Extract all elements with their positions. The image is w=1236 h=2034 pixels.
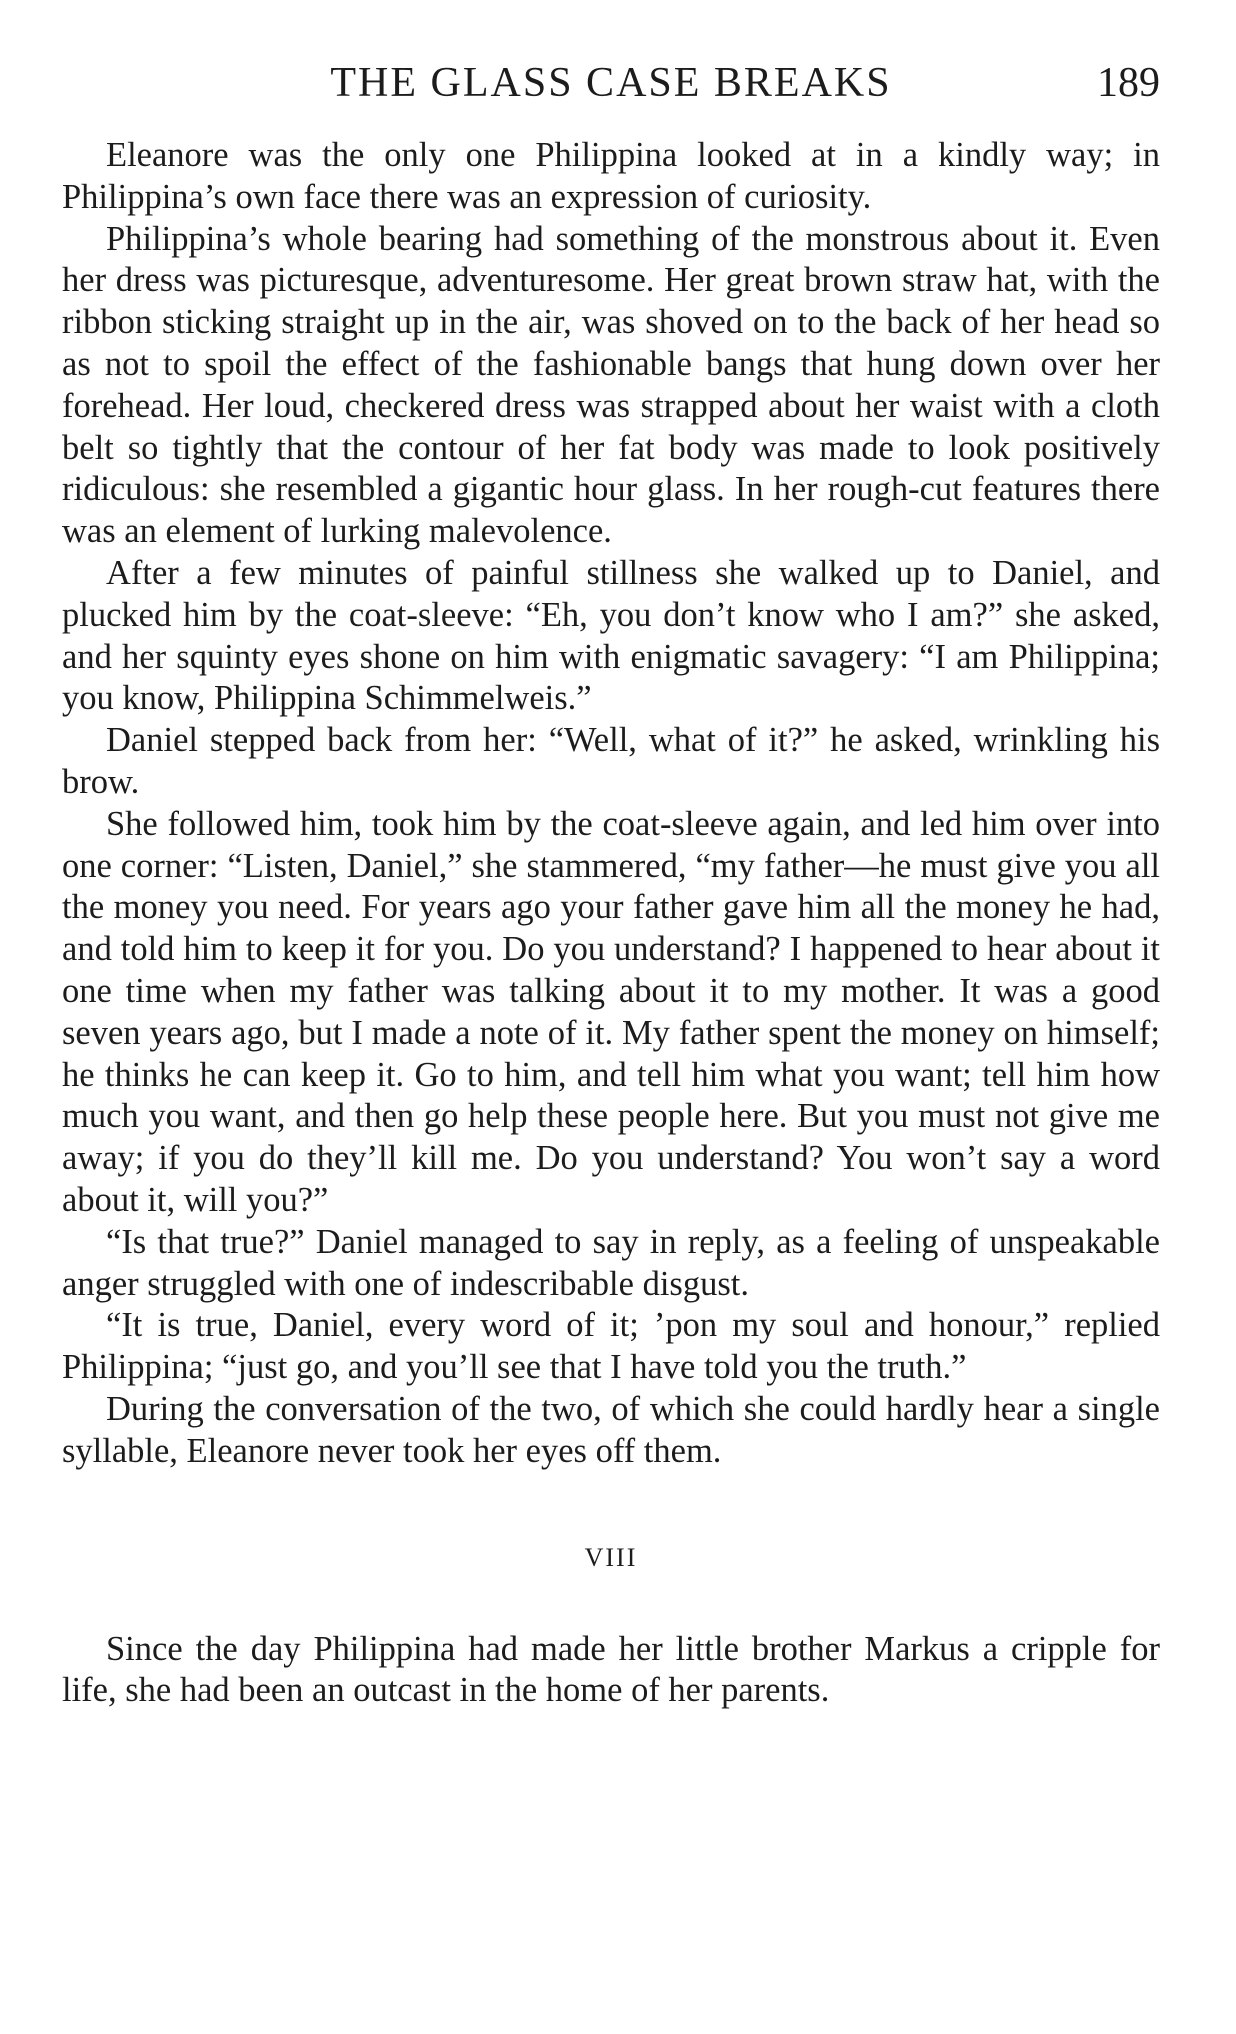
paragraph: Philippina’s whole bearing had something of the monstrous about it. Even her dress was picturesque, adventuresome. Her great brown straw hat, with the ribbon sticking straight up in the air, was shoved on to the back of her head so as not to spoil the effect of the fashionable bangs that hung down over her forehead. Her loud, checkered dress was strapped about her waist with a cloth belt so tightly that the contour of her fat body was made to look positively ridiculous: she resembled a gigantic hour glass. In her rough-cut features there was an element of lurking malevolence. <box>62 219 1160 551</box>
paragraph: “It is true, Daniel, every word of it; ’pon my soul and honour,” replied Philippina; “just go, and you’ll see that I have told you the truth.” <box>62 1306 1160 1387</box>
paragraph: After a few minutes of painful stillness she walked up to Daniel, and plucked him by the coat-sleeve: “Eh, you don’t know who I am?” she asked, and her squinty eyes shone on him with enigmatic savagery: “I am Philippina; you know, Philippina Schimmelweis.” <box>62 553 1160 718</box>
section-body <box>62 1629 1160 1713</box>
paragraph: “Is that true?” Daniel managed to say in reply, as a feeling of unspeakable anger struggled with one of indescribable disgust. <box>62 1222 1160 1303</box>
page-number: 189 <box>1097 60 1160 106</box>
running-title: THE GLASS CASE BREAKS <box>330 60 892 106</box>
paragraph: Since the day Philippina had made her little brother Markus a cripple for life, she had been an outcast in the home of her parents. <box>62 1629 1160 1710</box>
paragraph: During the conversation of the two, of which she could hardly hear a single syllable, Eleanore never took her eyes off them. <box>62 1389 1160 1470</box>
book-page <box>62 55 1160 1712</box>
page-header <box>62 55 1160 111</box>
paragraph: Eleanore was the only one Philippina looked at in a kindly way; in Philippina’s own face there was an expression of curiosity. <box>62 136 1160 216</box>
paragraph: Daniel stepped back from her: “Well, what of it?” he asked, wrinkling his brow. <box>62 721 1160 801</box>
section-number: VIII <box>584 1542 638 1572</box>
paragraph: She followed him, took him by the coat-sleeve again, and led him over into one corner: “Listen, Daniel,” she stammered, “my father—he must give you all the money you need. For years ago your father gave him all the money he had, and told him to keep it for you. Do you understand? I happened to hear about it one time when my father was talking about it to my mother. It was a good seven years ago, but I made a note of it. My father spent the money on himself; he thinks he can keep it. Go to him, and tell him what you want; tell him how much you want, and then go help these people here. But you must not give me away; if you do they’ll kill me. Do you understand? You won’t say a word about it, will you?” <box>62 804 1160 1219</box>
body-text <box>62 135 1160 1473</box>
